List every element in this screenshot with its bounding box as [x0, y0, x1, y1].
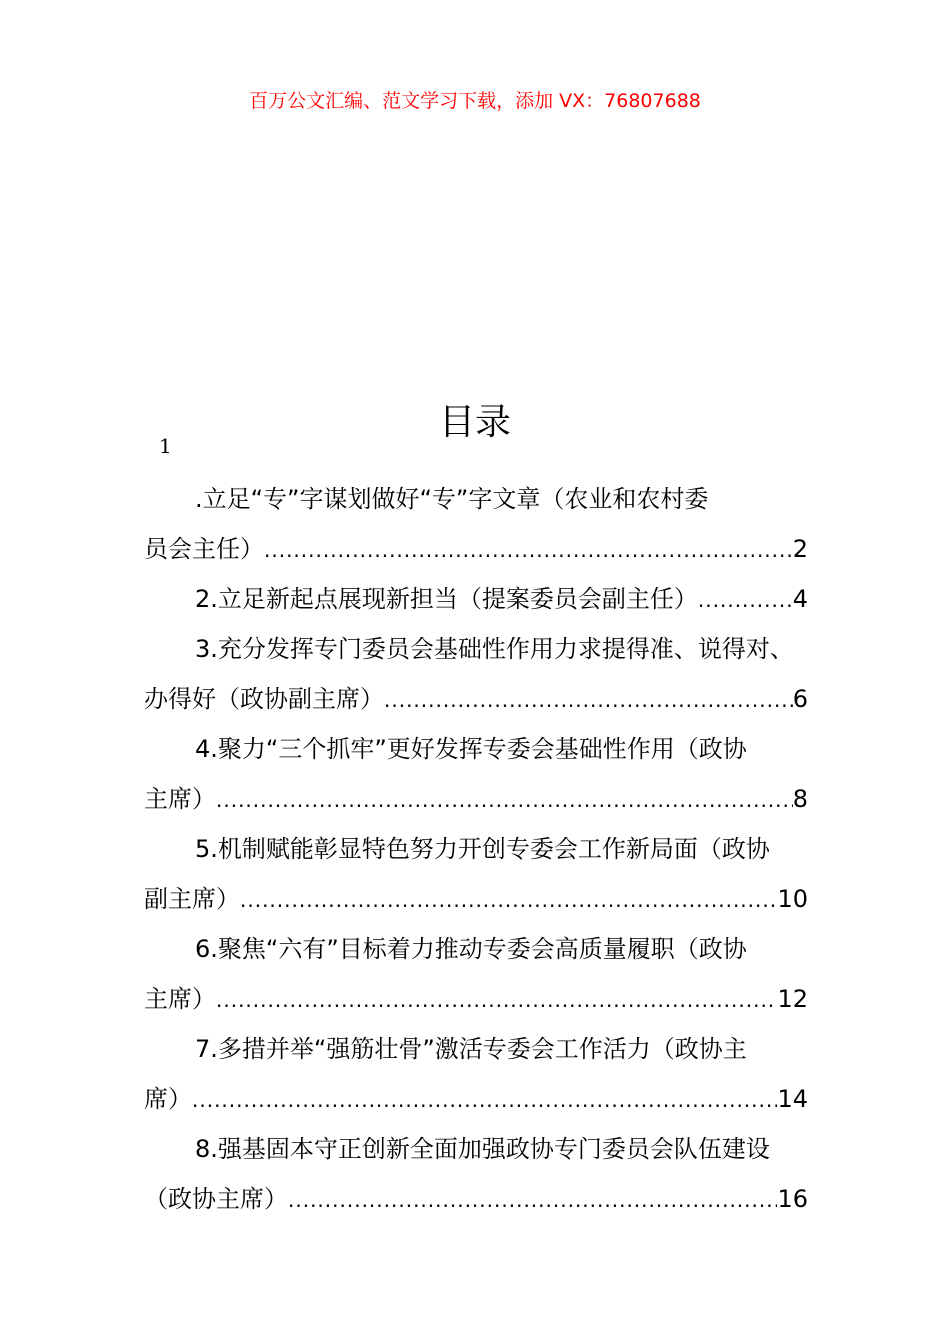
toc-entry-2[interactable]	[144, 574, 808, 624]
toc-entry-page-number: 14	[777, 1085, 808, 1113]
header-note: 百万公文汇编、范文学习下载，添加 VX：76807688	[249, 90, 701, 112]
dot-leader	[240, 875, 777, 924]
dot-leader	[384, 675, 793, 724]
dot-leader	[216, 975, 777, 1024]
toc-entry-title-continued: 副主席）	[144, 885, 240, 913]
toc-entry-7[interactable]	[144, 1024, 808, 1124]
dot-leader	[698, 575, 793, 624]
toc-entry-6[interactable]	[144, 924, 808, 1024]
toc-entry-title: 3.充分发挥专门委员会基础性作用力求提得准、说得对、	[195, 635, 794, 663]
toc-entry-page-number: 2	[792, 535, 808, 563]
toc-entry-title: 5.机制赋能彰显特色努力开创专委会工作新局面（政协	[195, 835, 770, 863]
toc-entry-4[interactable]	[144, 724, 808, 824]
toc-entry-page-number: 8	[792, 785, 808, 813]
dot-leader	[192, 1075, 777, 1124]
dot-leader	[264, 525, 793, 574]
toc-entry-title: 8.强基固本守正创新全面加强政协专门委员会队伍建设	[195, 1135, 770, 1163]
toc-title: 目录	[438, 402, 511, 444]
toc-entry-8[interactable]	[144, 1124, 808, 1224]
toc-list	[144, 474, 808, 1224]
toc-entry-title-continued: 席）	[144, 1085, 192, 1113]
toc-entry-title: 4.聚力“三个抓牢”更好发挥专委会基础性作用（政协	[195, 735, 747, 763]
toc-entry-title-continued: （政协主席）	[144, 1185, 288, 1213]
toc-entry-page-number: 16	[777, 1185, 808, 1213]
dot-leader	[216, 775, 793, 824]
toc-entry-1[interactable]	[144, 474, 808, 574]
toc-entry-title-continued: 主席）	[144, 785, 216, 813]
toc-entry-title: 6.聚焦“六有”目标着力推动专委会高质量履职（政协	[195, 935, 747, 963]
toc-entry-title-continued: 主席）	[144, 985, 216, 1013]
toc-entry-5[interactable]	[144, 824, 808, 924]
toc-entry-page-number: 4	[792, 585, 808, 613]
toc-entry-page-number: 6	[792, 685, 808, 713]
toc-entry-title: 2.立足新起点展现新担当（提案委员会副主任）	[195, 585, 698, 613]
toc-number-mark: 1	[159, 434, 172, 458]
toc-entry-title-continued: 员会主任）	[144, 535, 264, 563]
toc-entry-title-continued: 办得好（政协副主席）	[144, 685, 384, 713]
toc-entry-page-number: 10	[777, 885, 808, 913]
toc-entry-title: .立足“专”字谋划做好“专”字文章（农业和农村委	[195, 485, 709, 513]
toc-entry-title: 7.多措并举“强筋壮骨”激活专委会工作活力（政协主	[195, 1035, 747, 1063]
toc-entry-3[interactable]	[144, 624, 808, 724]
toc-entry-page-number: 12	[777, 985, 808, 1013]
dot-leader	[288, 1175, 777, 1224]
